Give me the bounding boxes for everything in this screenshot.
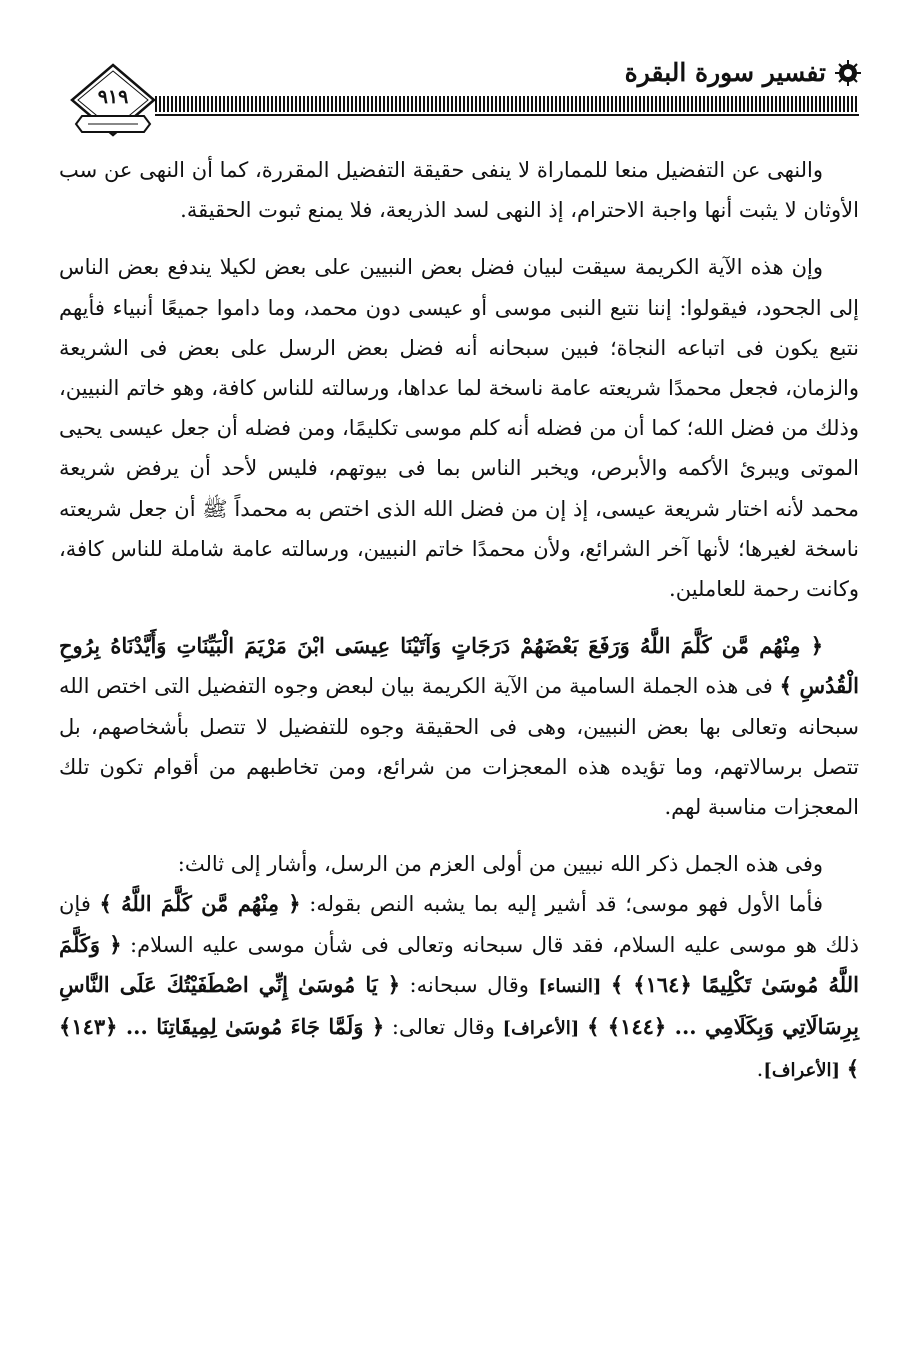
paragraph-end: .: [756, 1057, 764, 1082]
quran-verse: ﴿ مِنْهُم مَّن كَلَّمَ اللَّهُ وَرَفَعَ بَعْضَهُمْ دَرَجَاتٍ وَآتَيْنَا عِيسَى ابْنَ مَرْيَمَ الْبَيِّنَاتِ وَأَيَّدْنَاهُ بِرُوحِ الْقُدُسِ ﴾: [59, 633, 859, 699]
paragraph-text: وقال تعالى:: [384, 1015, 503, 1040]
quran-verse: ﴿ وَكَلَّمَ اللَّهُ مُوسَىٰ تَكْلِيمًا ﴿١٦٤﴾ ﴾: [59, 931, 859, 997]
sura-reference: [الأعراف]: [763, 1060, 840, 1082]
running-title: تفسير سورة البقرة: [624, 58, 826, 87]
quran-verse: ﴿ يَا مُوسَىٰ إِنِّي اصْطَفَيْتُكَ عَلَى النَّاسِ بِرِسَالَاتِي وَبِكَلَامِي ... ﴿١٤٤﴾ ﴾: [59, 971, 859, 1040]
paragraph-text: فى هذه الجملة السامية من الآية الكريمة بيان لبعض وجوه التفضيل التى اختص الله سبحانه وتعالى بها بعض النبيين، وهى فى الحقيقة وجوه للتفضيل لا تتصل بأشخاصهم، بل تتصل برسالاتهم، وما تؤيده هذه المعجزات من شرائع، ومن تخاطبهم من أقوام تكون تلك المعجزات مناسبة لهم.: [59, 674, 859, 820]
paragraph-text: فإن ذلك هو موسى عليه السلام، فقد قال سبحانه وتعالى فى شأن موسى عليه السلام:: [59, 892, 859, 957]
paragraph-text: فأما الأول فهو موسى؛ قد أشير إليه بما يشبه النص بقوله:: [300, 892, 823, 917]
paragraph: [59, 247, 859, 609]
paragraph: [59, 884, 859, 1091]
paragraph: [59, 150, 859, 230]
paragraph-text: والنهى عن التفضيل منعا للمماراة لا ينفى حقيقة التفضيل المقررة، كما أن النهى عن سب الأوثان لا يثبت أنها واجبة الاحترام، إذ النهى لسد الذريعة، فلا يمنع ثبوت الحقيقة.: [59, 158, 859, 223]
sura-reference: [النساء]: [538, 975, 602, 997]
paragraph: [59, 626, 859, 827]
page-header: [0, 0, 921, 150]
page-number: ٩١٩: [97, 86, 129, 108]
quran-verse: ﴿ وَلَمَّا جَاءَ مُوسَىٰ لِمِيقَاتِنَا ... ﴿١٤٣﴾ ﴾: [59, 1014, 859, 1082]
paragraph-text: وإن هذه الآية الكريمة سيقت لبيان فضل بعض النبيين على بعض لكيلا يندفع بعض الناس إلى الجحود، فيقولوا: إننا نتبع النبى موسى أو عيسى دون محمد، وما داموا جميعًا أنبياء فأيهم نتبع يكون فى اتباعه النجاة؛ فبين سبحانه أنه فضل بعض الرسل على بعض فى الشريعة والزمان، فجعل محمدًا شريعته عامة ناسخة لما عداها، ورسالته للناس كافة، وهو خاتم النبيين، وذلك من فضل الله؛ كما أن من فضله أنه كلم موسى تكليمًا، ومن فضله أن جعل عيسى يحيى الموتى ويبرئ الأكمه والأبرص، ويخبر الناس بما فى بيوتهم، فليس لأحد أن يرفض شريعة محمد لأنه اختار شريعة عيسى، إذ إن من فضل الله الذى اختص به محمداً ﷺ أن جعل شريعته ناسخة لغيرها؛ لأنها آخر الشرائع، ولأن محمدًا خاتم النبيين، ورسالته عامة شاملة للناس كافة، وكانت رحمة للعاملين.: [59, 255, 859, 602]
paragraph-text: وفى هذه الجمل ذكر الله نبيين من أولى العزم من الرسل، وأشار إلى ثالث:: [177, 852, 823, 877]
sura-reference: [الأعراف]: [502, 1018, 580, 1040]
paragraph-text: وقال سبحانه:: [400, 972, 539, 997]
body-text: [59, 150, 859, 1108]
ornament-icon: [835, 60, 861, 86]
header-rule: [155, 96, 859, 112]
header-rule-line: [155, 114, 859, 116]
paragraph: [59, 844, 859, 884]
quran-verse: ﴿ مِنْهُم مَّن كَلَّمَ اللَّهُ ﴾: [99, 891, 301, 917]
